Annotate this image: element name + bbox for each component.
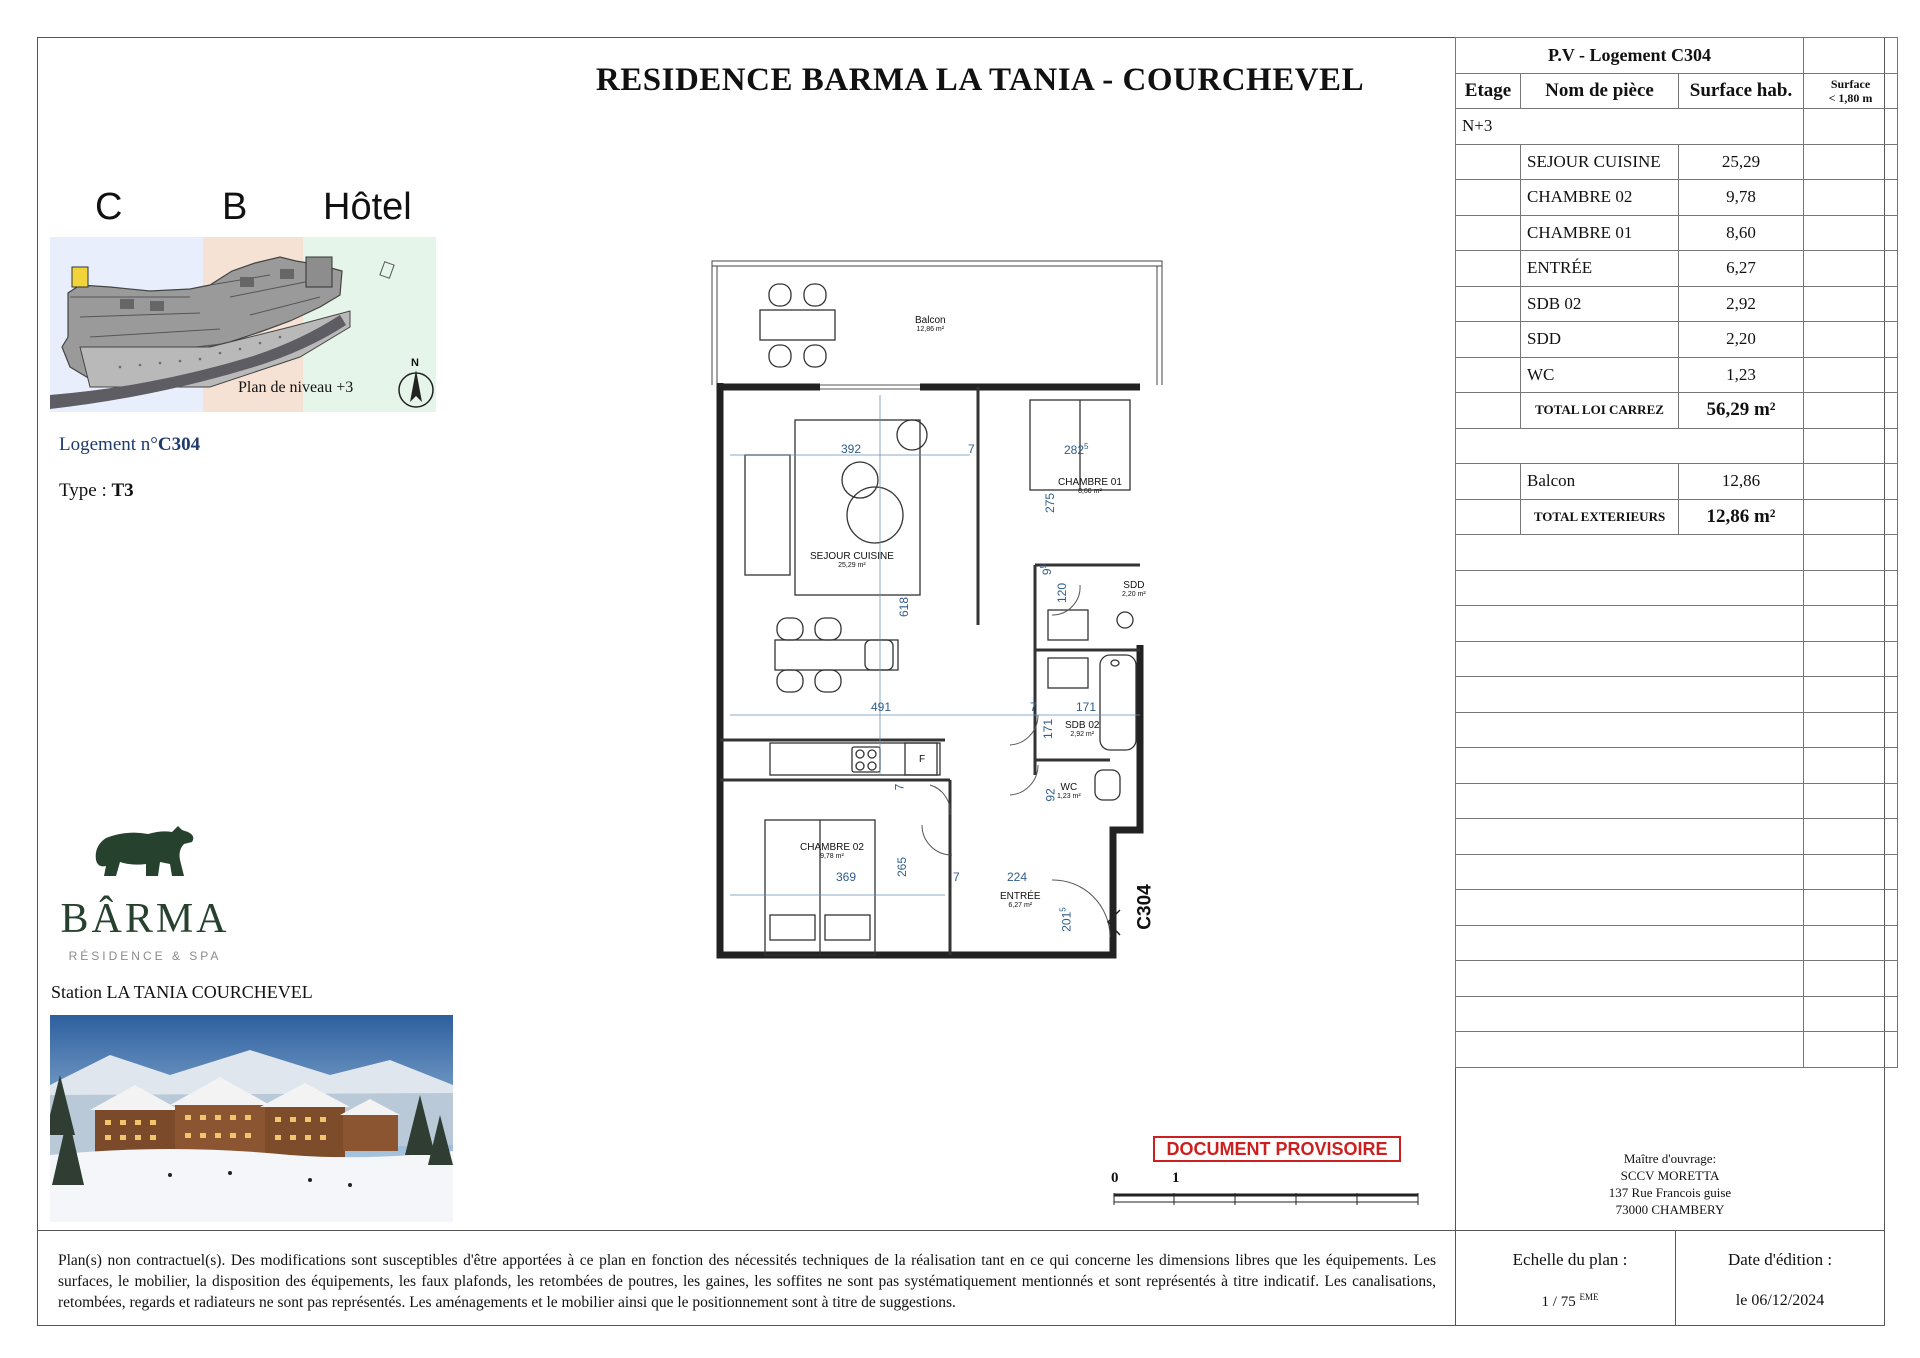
room-area: 2,92 m² [1070, 731, 1095, 738]
dim-label: 491 [871, 700, 892, 714]
dim-label: 392 [841, 442, 862, 456]
room-label: SDD [1123, 580, 1145, 591]
provisional-stamp: DOCUMENT PROVISOIRE [1153, 1136, 1401, 1162]
ext-surface: 12,86 [1679, 464, 1804, 500]
empty-row [1456, 925, 1898, 961]
table-row [1456, 144, 1898, 180]
scale-label: Echelle du plan : [1512, 1250, 1628, 1269]
empty-row [1456, 677, 1898, 713]
room-label: CHAMBRE 01 [1058, 477, 1122, 488]
room-name: CHAMBRE 01 [1521, 215, 1679, 251]
dim-label: 369 [836, 870, 857, 884]
room-name: CHAMBRE 02 [1521, 180, 1679, 216]
room-label: WC [1060, 782, 1078, 793]
dim-label [1059, 907, 1074, 931]
building-hotel: Hôtel [323, 186, 412, 228]
level-cell: N+3 [1456, 109, 1804, 145]
total-ext-label: TOTAL EXTERIEURS [1521, 499, 1679, 535]
empty-row [1456, 854, 1898, 890]
surface-table [1455, 37, 1898, 1068]
table-row [1456, 357, 1898, 393]
dim-label: 7 [892, 783, 907, 791]
total-ext-value: 12,86 m² [1679, 499, 1804, 535]
dim-label: 275 [1043, 492, 1058, 514]
mo-company: SCCV MORETTA [1620, 1168, 1720, 1183]
total-label: TOTAL LOI CARREZ [1521, 393, 1679, 429]
logement-type [59, 480, 134, 502]
room-name: ENTRÉE [1521, 251, 1679, 287]
scale-bar [1112, 1190, 1422, 1210]
table-row [1456, 322, 1898, 358]
plan-room-sejour [810, 551, 894, 569]
building-b: B [222, 186, 248, 228]
logo-subtitle: RÉSIDENCE & SPA [68, 949, 222, 963]
ext-name: Balcon [1521, 464, 1679, 500]
floor-plan [700, 255, 1170, 965]
type-label: Type : [59, 480, 112, 501]
plan-room-sdd [1122, 580, 1146, 598]
bear-logo-icon [88, 820, 200, 882]
unit-label: C304 [1134, 884, 1156, 930]
dim-value: 282 [1064, 443, 1085, 457]
room-name: SEJOUR CUISINE [1521, 144, 1679, 180]
empty-row [1456, 748, 1898, 784]
resort-photo [50, 1015, 453, 1222]
room-area: 12,86 m² [916, 326, 945, 333]
room-label: SEJOUR CUISINE [810, 551, 894, 562]
room-surface: 6,27 [1679, 251, 1804, 287]
logement-number [59, 434, 200, 456]
empty-cell [1804, 109, 1898, 145]
room-name: SDD [1521, 322, 1679, 358]
total-ext-row [1456, 499, 1898, 535]
plan-room-balcon [915, 315, 946, 333]
room-surface: 1,23 [1679, 357, 1804, 393]
room-area: 9,78 m² [820, 853, 844, 860]
empty-row [1456, 570, 1898, 606]
dim-label [1064, 442, 1088, 457]
room-area: 6,27 m² [1008, 902, 1033, 909]
room-label: CHAMBRE 02 [800, 842, 864, 853]
building-c: C [95, 186, 123, 228]
table-row [1456, 215, 1898, 251]
empty-row [1456, 996, 1898, 1032]
col-surface-180: Surface < 1,80 m [1804, 73, 1898, 109]
type-value: T3 [111, 480, 134, 501]
plan-room-sdb02 [1065, 720, 1099, 738]
room-area: 8,60 m² [1078, 488, 1102, 495]
room-name: SDB 02 [1521, 286, 1679, 322]
col-etage: Etage [1456, 73, 1521, 109]
dim-sup: 5 [1084, 442, 1089, 451]
room-name: WC [1521, 357, 1679, 393]
dim-label: 265 [895, 856, 910, 878]
mo-label: Maître d'ouvrage: [1623, 1151, 1717, 1166]
plan-room-wc [1057, 782, 1081, 800]
total-row [1456, 393, 1898, 429]
empty-row [1456, 428, 1898, 464]
scale-suffix: EME [1579, 1292, 1599, 1302]
mo-address2: 73000 CHAMBERY [1615, 1202, 1725, 1217]
table-caption: P.V - Logement C304 [1456, 38, 1804, 74]
footer-separator-1 [1455, 1230, 1456, 1326]
footer-separator-2 [1675, 1230, 1676, 1326]
dim-label: 7 [953, 870, 960, 884]
maitre-ouvrage [1455, 1150, 1885, 1218]
logo-name: BÂRMA [60, 896, 230, 942]
date-value: le 06/12/2024 [1735, 1292, 1825, 1309]
col-surface: Surface hab. [1679, 73, 1804, 109]
dim-label: 7 [1030, 700, 1037, 714]
room-area: 25,29 m² [838, 562, 866, 569]
plan-room-chambre02 [800, 842, 864, 860]
dim-label [1039, 564, 1054, 575]
scale-bar-1: 1 [1172, 1170, 1180, 1186]
empty-row [1456, 819, 1898, 855]
table-row [1456, 251, 1898, 287]
empty-row [1456, 961, 1898, 997]
total-value: 56,29 m² [1679, 393, 1804, 429]
dim-label: 120 [1055, 582, 1070, 604]
col-nom: Nom de pièce [1521, 73, 1679, 109]
empty-row [1456, 783, 1898, 819]
dim-sup: 5 [1039, 563, 1049, 569]
room-area: 1,23 m² [1057, 793, 1081, 800]
room-label: Balcon [915, 315, 946, 326]
room-surface: 2,20 [1679, 322, 1804, 358]
dim-value: 201 [1059, 911, 1074, 932]
empty-row [1456, 535, 1898, 571]
table-row [1456, 180, 1898, 216]
logement-value: C304 [157, 434, 201, 455]
fridge-label: F [919, 754, 926, 765]
dim-value: 9 [1040, 568, 1055, 576]
room-label: SDB 02 [1065, 720, 1100, 731]
room-area: 2,20 m² [1122, 591, 1146, 598]
empty-row [1456, 641, 1898, 677]
dim-label: 224 [1007, 870, 1028, 884]
dim-label: 171 [1076, 700, 1097, 714]
room-surface: 2,92 [1679, 286, 1804, 322]
dim-label: 92 [1043, 788, 1058, 802]
scale-bar-0: 0 [1111, 1170, 1119, 1186]
table-row [1456, 286, 1898, 322]
logement-label: Logement n° [59, 434, 158, 455]
dim-label: 171 [1041, 718, 1056, 740]
dim-label: 7 [968, 442, 975, 456]
dim-sup: 5 [1058, 907, 1068, 912]
north-label: N [411, 357, 419, 369]
room-surface: 25,29 [1679, 144, 1804, 180]
scale-value [1470, 1292, 1670, 1311]
mo-address1: 137 Rue Francois guise [1608, 1185, 1732, 1200]
scale-value-text: 1 / 75 [1541, 1294, 1576, 1310]
plan-room-chambre01 [1058, 477, 1122, 495]
station-label: Station LA TANIA COURCHEVEL [51, 982, 313, 1002]
room-label: ENTRÉE [1000, 891, 1041, 902]
dim-label: 618 [897, 596, 912, 618]
plan-room-entree [1000, 891, 1041, 909]
disclaimer: Plan(s) non contractuel(s). Des modifications sont susceptibles d'être apportées à ce plan en fonction des nécessités techniques de la réalisation tant en ce qui concerne les dimensions libres que les équipements. Les surfaces, le mobilier, la disposition des équipements, les faux plafonds, les retombées de poutres, les gaines, les soffites ne sont pas systématiquement mentionnés et sont représentés à titre indicatif. Les canalisations, retombées, regards et radiateurs ne sont pas représentés. Les aménagements et le mobilier ainsi que le positionnement sont à titre de suggestions. [58, 1252, 1436, 1311]
page-title: RESIDENCE BARMA LA TANIA - COURCHEVEL [595, 62, 1365, 98]
empty-row [1456, 606, 1898, 642]
table-row [1456, 464, 1898, 500]
footer-divider [37, 1230, 1885, 1231]
room-surface: 9,78 [1679, 180, 1804, 216]
empty-row [1456, 712, 1898, 748]
plan-level-label: Plan de niveau +3 [238, 379, 354, 396]
table-caption-empty [1804, 38, 1898, 74]
date-label: Date d'édition : [1727, 1250, 1833, 1269]
empty-row [1456, 890, 1898, 926]
empty-row [1456, 1032, 1898, 1068]
room-surface: 8,60 [1679, 215, 1804, 251]
